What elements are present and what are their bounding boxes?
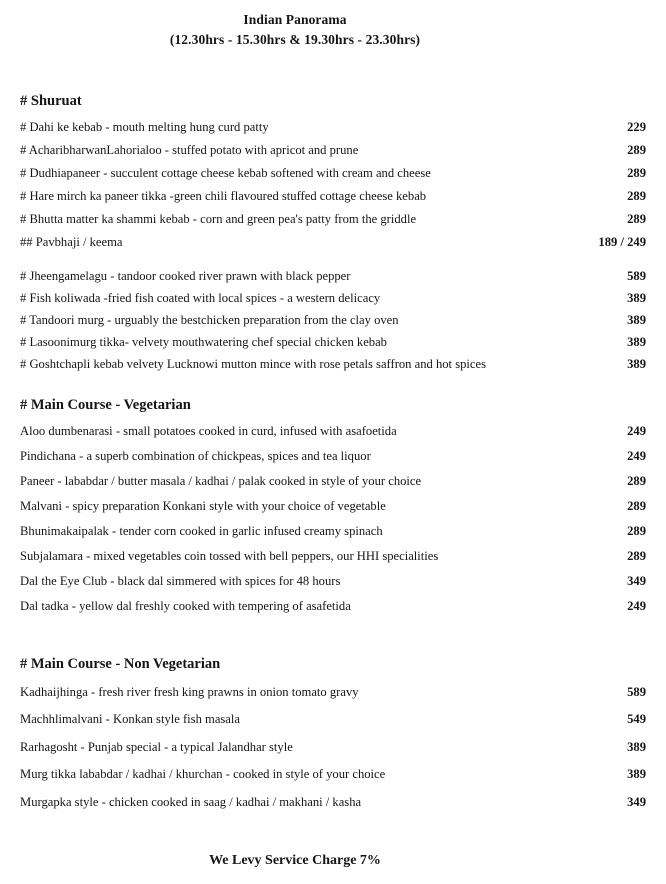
section-heading-non-vegetarian: # Main Course - Non Vegetarian [20, 656, 221, 672]
section-heading-vegetarian: # Main Course - Vegetarian [20, 397, 191, 413]
menu-item [20, 166, 646, 184]
item-name: Bhunimakaipalak - tender corn cooked in garlic infused creamy spinach [20, 524, 383, 538]
item-name: # Dudhiapaneer - succulent cottage cheese kebab softened with cream and cheese [20, 166, 431, 180]
item-name: Rarhagosht - Punjab special - a typical Jalandhar style [20, 740, 293, 754]
menu-item [20, 499, 646, 517]
service-charge-note: We Levy Service Charge 7% [209, 853, 381, 868]
item-name: # Fish koliwada -fried fish coated with local spices - a western delicacy [20, 291, 381, 305]
menu-item [20, 357, 646, 375]
item-name: Murg tikka lababdar / kadhai / khurchan - cooked in style of your choice [20, 767, 386, 781]
item-price: 289 [627, 499, 646, 513]
item-name: # Dahi ke kebab - mouth melting hung curd patty [20, 120, 269, 134]
item-price: 389 [627, 291, 646, 305]
item-name: # Bhutta matter ka shammi kebab - corn and green pea's patty from the griddle [20, 212, 417, 226]
menu-item [20, 549, 646, 567]
menu-item [20, 740, 646, 758]
item-name: # Tandoori murg - urguably the bestchicken preparation from the clay oven [20, 313, 399, 327]
service-hours: (12.30hrs - 15.30hrs & 19.30hrs - 23.30hrs) [169, 32, 421, 47]
item-price: 549 [627, 712, 646, 726]
menu-item [20, 335, 646, 353]
menu-item [20, 449, 646, 467]
item-name: # Jheengamelagu - tandoor cooked river prawn with black pepper [20, 269, 351, 283]
item-name: Subjalamara - mixed vegetables coin tossed with bell peppers, our HHI specialities [20, 549, 439, 563]
item-name: # Lasoonimurg tikka- velvety mouthwatering chef special chicken kebab [20, 335, 387, 349]
item-name: Paneer - lababdar / butter masala / kadhai / palak cooked in style of your choice [20, 474, 422, 488]
item-price: 389 [627, 767, 646, 781]
item-price: 389 [627, 740, 646, 754]
item-price: 389 [627, 335, 646, 349]
menu-item [20, 313, 646, 331]
item-price: 289 [627, 474, 646, 488]
item-name: Kadhaijhinga - fresh river fresh king prawns in onion tomato gravy [20, 685, 359, 699]
menu-item [20, 795, 646, 813]
item-price: 289 [627, 143, 646, 157]
menu-item [20, 767, 646, 785]
item-price: 289 [627, 549, 646, 563]
item-price: 249 [627, 424, 646, 438]
item-price: 289 [627, 524, 646, 538]
item-price: 389 [627, 313, 646, 327]
menu-item [20, 599, 646, 617]
item-price: 289 [627, 166, 646, 180]
item-price: 589 [627, 269, 646, 283]
item-price: 189 / 249 [598, 235, 646, 249]
item-price: 289 [627, 212, 646, 226]
menu-item [20, 120, 646, 138]
item-name: Murgapka style - chicken cooked in saag / kadhai / makhani / kasha [20, 795, 362, 809]
item-price: 229 [627, 120, 646, 134]
item-price: 389 [627, 357, 646, 371]
item-name: Aloo dumbenarasi - small potatoes cooked in curd, infused with asafoetida [20, 424, 397, 438]
item-name: # Hare mirch ka paneer tikka -green chili flavoured stuffed cottage cheese kebab [20, 189, 427, 203]
item-name: ## Pavbhaji / keema [20, 235, 123, 249]
menu-item [20, 524, 646, 542]
menu-item [20, 143, 646, 161]
menu-item [20, 269, 646, 287]
item-name: # Goshtchapli kebab velvety Lucknowi mutton mince with rose petals saffron and hot spices [20, 357, 486, 371]
item-price: 349 [627, 574, 646, 588]
menu-item [20, 235, 646, 253]
menu-item [20, 574, 646, 592]
section-heading-shuruat: # Shuruat [20, 93, 82, 109]
item-price: 249 [627, 599, 646, 613]
item-name: Machhlimalvani - Konkan style fish masala [20, 712, 240, 726]
item-price: 349 [627, 795, 646, 809]
item-price: 249 [627, 449, 646, 463]
item-name: Malvani - spicy preparation Konkani style with your choice of vegetable [20, 499, 386, 513]
item-name: # AcharibharwanLahorialoo - stuffed potato with apricot and prune [20, 143, 359, 157]
menu-item [20, 189, 646, 207]
item-name: Pindichana - a superb combination of chickpeas, spices and tea liquor [20, 449, 371, 463]
menu-item [20, 212, 646, 230]
item-name: Dal the Eye Club - black dal simmered with spices for 48 hours [20, 574, 341, 588]
item-name: Dal tadka - yellow dal freshly cooked with tempering of asafetida [20, 599, 351, 613]
menu-item [20, 424, 646, 442]
menu-item [20, 712, 646, 730]
menu-title: Indian Panorama [243, 12, 347, 27]
menu-item [20, 474, 646, 492]
menu-item [20, 685, 646, 703]
item-price: 589 [627, 685, 646, 699]
menu-item [20, 291, 646, 309]
item-price: 289 [627, 189, 646, 203]
